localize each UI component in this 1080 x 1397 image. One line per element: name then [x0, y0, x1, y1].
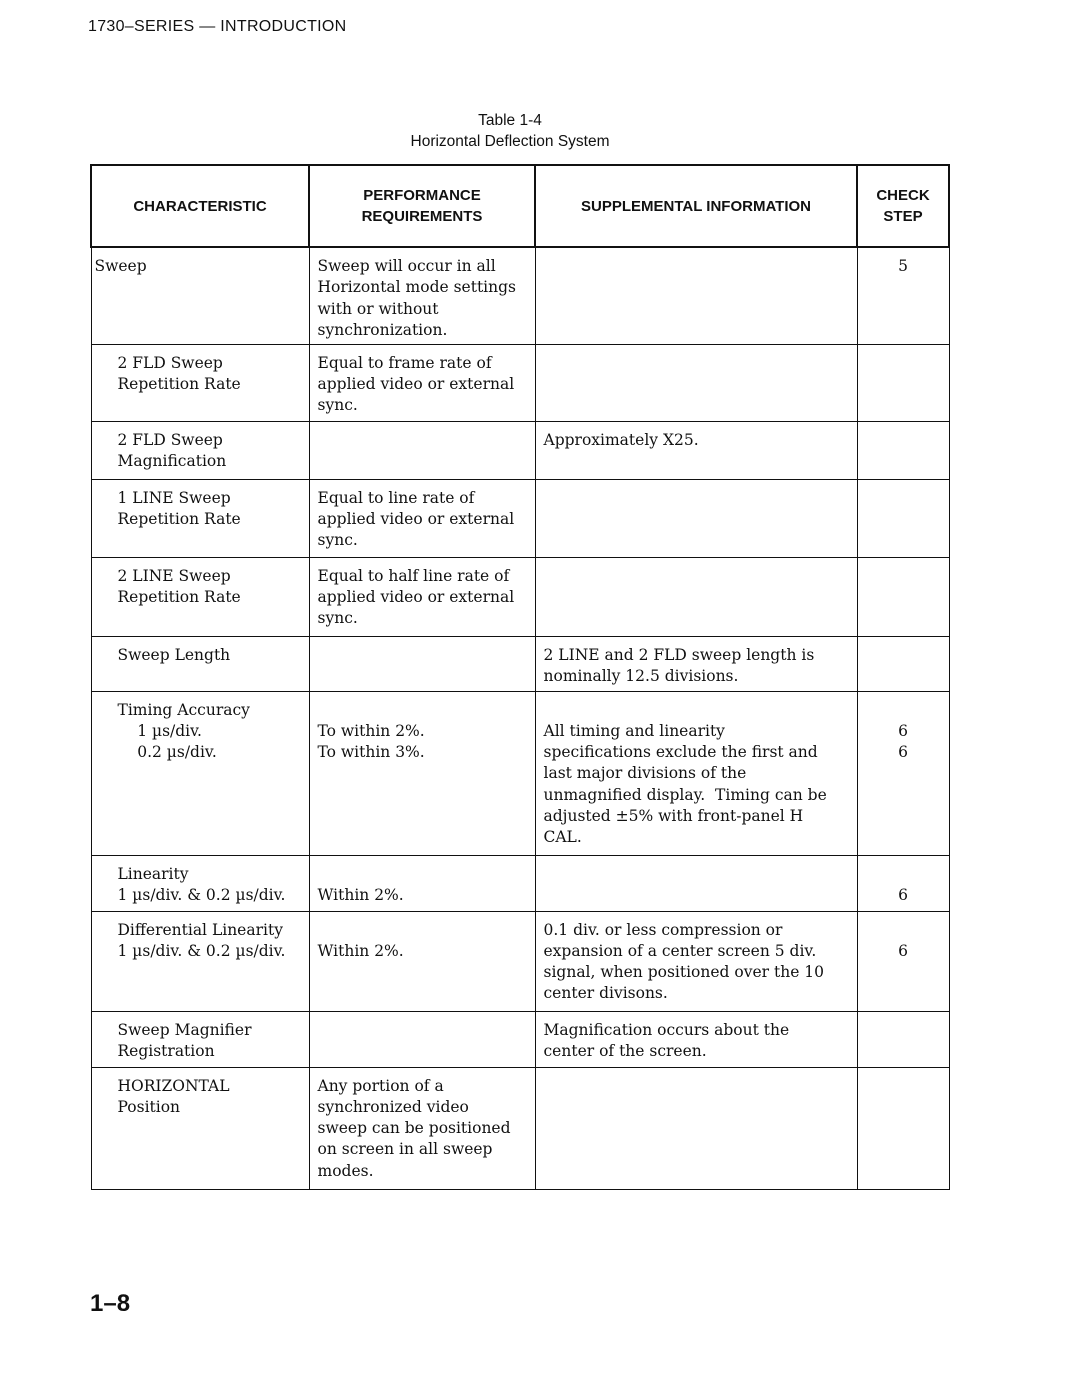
- characteristic-cell: 1 LINE Sweep Repetition Rate: [91, 479, 309, 557]
- check-step-cell: 6: [857, 911, 949, 1011]
- check-step-cell: [857, 421, 949, 479]
- characteristic-cell: Sweep Length: [91, 636, 309, 691]
- running-header: 1730–SERIES — INTRODUCTION: [88, 18, 347, 35]
- table-row: [91, 691, 949, 855]
- table-row: [91, 557, 949, 636]
- characteristic-cell: Sweep: [91, 247, 309, 344]
- supplemental-cell: 2 LINE and 2 FLD sweep length is nominally 12.5 divisions.: [535, 636, 857, 691]
- col-performance: PERFORMANCE REQUIREMENTS: [309, 165, 535, 247]
- characteristic-cell: HORIZONTAL Position: [91, 1067, 309, 1189]
- table-row: [91, 421, 949, 479]
- performance-cell: [309, 636, 535, 691]
- performance-cell: Sweep will occur in all Horizontal mode settings with or without synchronization.: [309, 247, 535, 344]
- check-step-cell: [857, 479, 949, 557]
- performance-cell: [309, 421, 535, 479]
- performance-cell: Equal to half line rate of applied video or external sync.: [309, 557, 535, 636]
- supplemental-cell: [535, 344, 857, 421]
- supplemental-cell: All timing and linearity specifications exclude the first and last major divisions of the unmagnified display. Timing can be adjusted ±5% with front-panel H CAL.: [535, 691, 857, 855]
- table-row: [91, 344, 949, 421]
- characteristic-cell: 2 FLD Sweep Repetition Rate: [91, 344, 309, 421]
- performance-cell: Equal to frame rate of applied video or external sync.: [309, 344, 535, 421]
- supplemental-cell: 0.1 div. or less compression or expansion of a center screen 5 div. signal, when positioned over the 10 center divisons.: [535, 911, 857, 1011]
- performance-cell: Equal to line rate of applied video or external sync.: [309, 479, 535, 557]
- check-step-cell: [857, 344, 949, 421]
- performance-cell: Within 2%.: [309, 855, 535, 911]
- check-step-cell: [857, 557, 949, 636]
- check-step-cell: [857, 1067, 949, 1189]
- table-header-row: [91, 165, 949, 247]
- col-characteristic: CHARACTERISTIC: [91, 165, 309, 247]
- col-check-step: CHECK STEP: [857, 165, 949, 247]
- horizontal-deflection-table: [90, 164, 950, 1190]
- table-row: [91, 855, 949, 911]
- characteristic-cell: Linearity 1 µs/div. & 0.2 µs/div.: [91, 855, 309, 911]
- table-row: [91, 247, 949, 344]
- supplemental-cell: [535, 479, 857, 557]
- table-row: [91, 911, 949, 1011]
- supplemental-cell: [535, 855, 857, 911]
- supplemental-cell: Magnification occurs about the center of the screen.: [535, 1011, 857, 1067]
- check-step-cell: 5: [857, 247, 949, 344]
- performance-cell: To within 2%. To within 3%.: [309, 691, 535, 855]
- table-row: [91, 1067, 949, 1189]
- performance-cell: Any portion of a synchronized video sweep can be positioned on screen in all sweep modes.: [309, 1067, 535, 1189]
- supplemental-cell: [535, 1067, 857, 1189]
- page-number: 1–8: [90, 1290, 131, 1317]
- characteristic-cell: Differential Linearity 1 µs/div. & 0.2 µs/div.: [91, 911, 309, 1011]
- characteristic-cell: 2 FLD Sweep Magnification: [91, 421, 309, 479]
- table-row: [91, 479, 949, 557]
- check-step-cell: [857, 636, 949, 691]
- table-title: Horizontal Deflection System: [410, 133, 610, 150]
- check-step-cell: 6 6: [857, 691, 949, 855]
- supplemental-cell: [535, 247, 857, 344]
- characteristic-cell: Sweep Magnifier Registration: [91, 1011, 309, 1067]
- col-supplemental: SUPPLEMENTAL INFORMATION: [535, 165, 857, 247]
- table-row: [91, 636, 949, 691]
- check-step-cell: 6: [857, 855, 949, 911]
- table-row: [91, 1011, 949, 1067]
- performance-cell: [309, 1011, 535, 1067]
- check-step-cell: [857, 1011, 949, 1067]
- supplemental-cell: Approximately X25.: [535, 421, 857, 479]
- characteristic-cell: Timing Accuracy 1 µs/div. 0.2 µs/div.: [91, 691, 309, 855]
- table-number: Table 1-4: [478, 112, 542, 129]
- performance-cell: Within 2%.: [309, 911, 535, 1011]
- characteristic-cell: 2 LINE Sweep Repetition Rate: [91, 557, 309, 636]
- supplemental-cell: [535, 557, 857, 636]
